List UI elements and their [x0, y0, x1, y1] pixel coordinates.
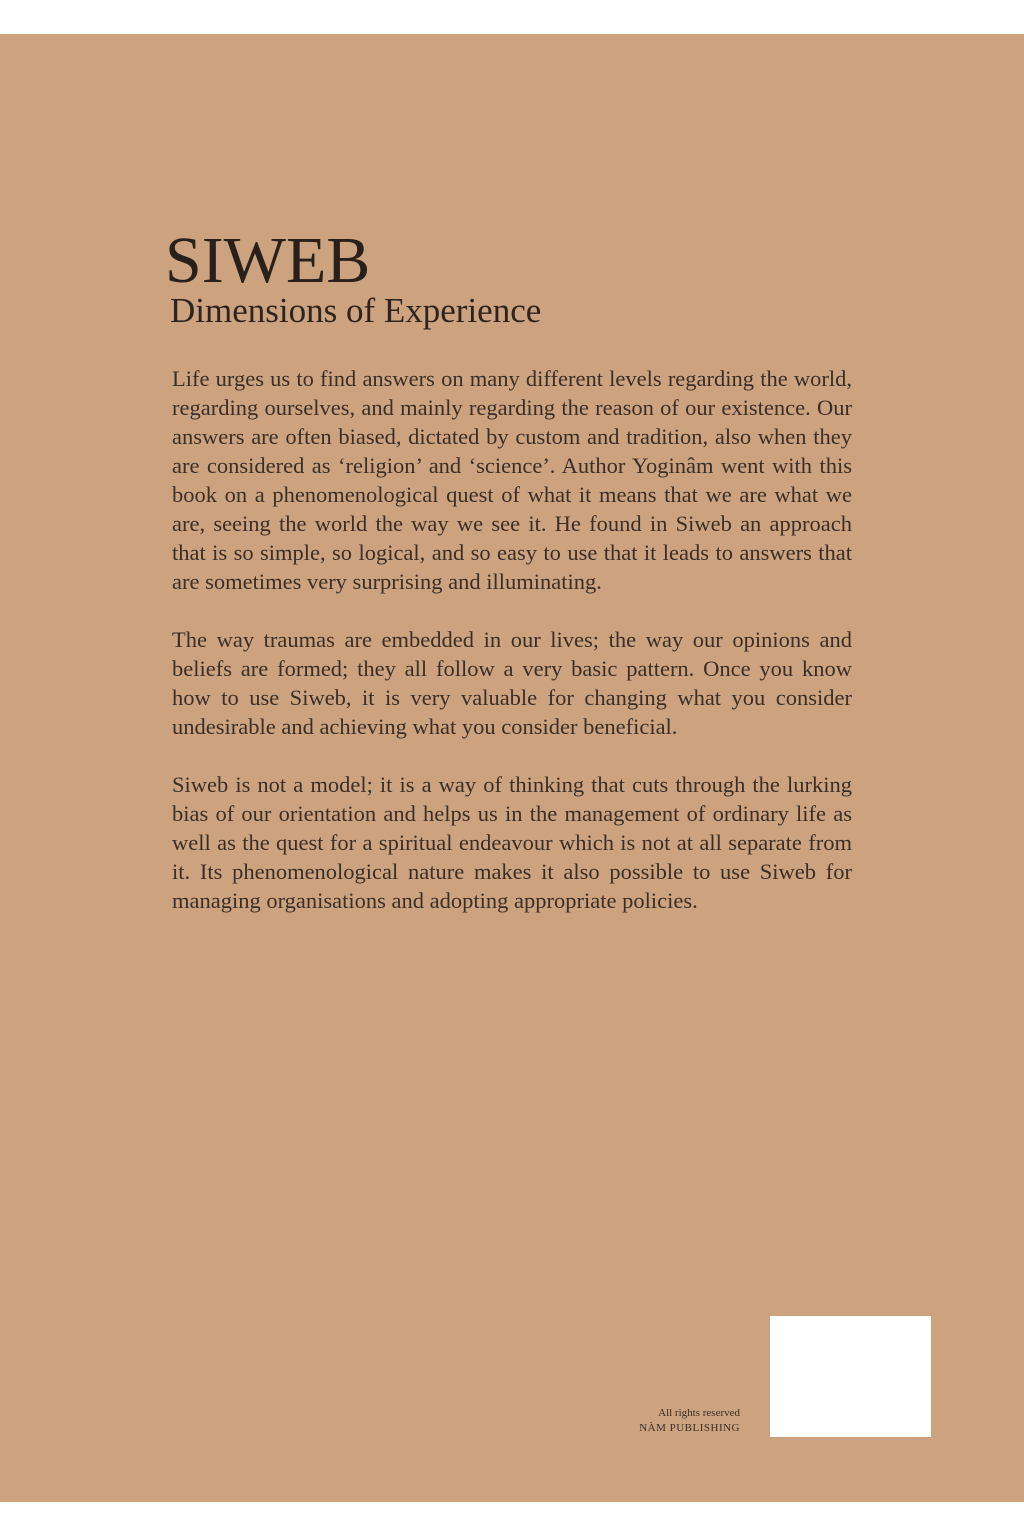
blurb-paragraph-3: Siweb is not a model; it is a way of thinking that cuts through the lurking bias of our orientation and helps us in the management of ordinary life as well as the quest for a spiritual endeavour which is not at all separate from it. Its phenomenological nature makes it also possible to use Siweb for managing organisations and adopting appropriate policies.	[172, 772, 852, 913]
publisher-name: NÀM PUBLISHING	[639, 1422, 740, 1434]
blurb-paragraph-1: Life urges us to find answers on many different levels regarding the world, regarding ourselves, and mainly regarding the reason of our existence. Our answers are often biased, dictated by custom and tradition, also when they are considered as ‘religion’ and ‘science’. Author Yoginâm went with this book on a phenomenological quest of what it means that we are what we are, seeing the world the way we see it. He found in Siweb an approach that is so simple, so logical, and so easy to use that it leads to answers that are sometimes very surprising and illuminating.	[172, 366, 852, 594]
book-title: SIWEB	[165, 224, 371, 297]
imprint	[600, 1406, 740, 1436]
barcode-placeholder	[770, 1316, 931, 1437]
book-subtitle: Dimensions of Experience	[170, 291, 542, 330]
blurb-paragraph-2: The way traumas are embedded in our lives; the way our opinions and beliefs are formed; they all follow a very basic pattern. Once you know how to use Siweb, it is very valuable for changing what you consider undesirable and achieving what you consider beneficial.	[172, 627, 852, 739]
blurb	[172, 364, 852, 944]
rights-notice: All rights reserved	[658, 1407, 740, 1419]
back-cover	[0, 34, 1024, 1502]
